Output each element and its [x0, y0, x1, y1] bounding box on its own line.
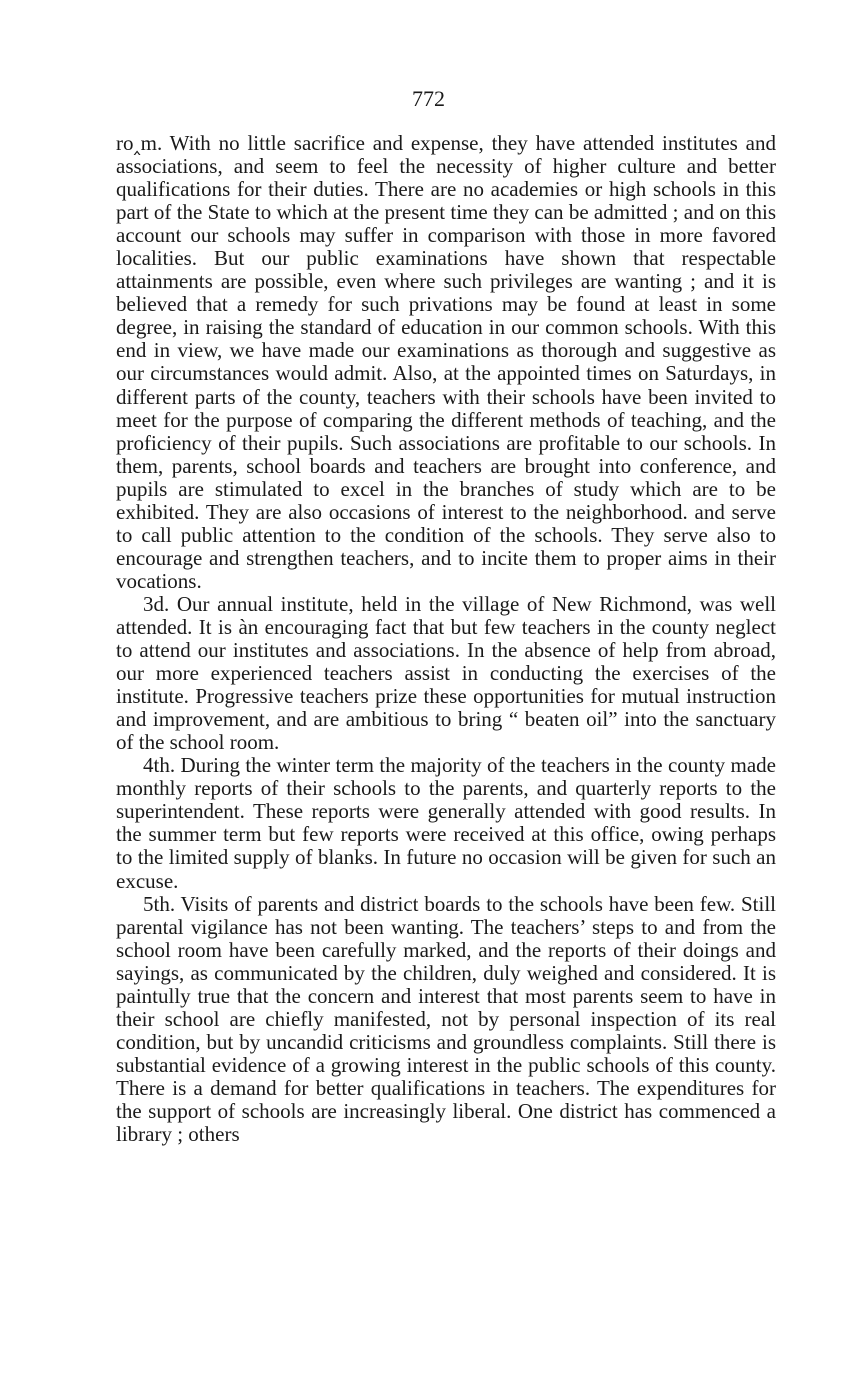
paragraph-fifth-visits: 5th. Visits of parents and district boards to the schools have been few. Still parental vigilance has not been wanting. The teachers’ steps to and from the school room have been carefully marked, and the reports of their doings and sayings, as communicated by the children, duly weighed and considered. It is paintully true that the concern and interest that most parents seem to have in their school are chiefly manifested, not by personal inspection of its real condition, but by uncandid criticisms and groundless complaints. Still there is substantial evidence of a growing interest in the public schools of this county. There is a demand for better qualifications in teachers. The expenditures for the support of schools are increasingly liberal. One district has commenced a library ; others — [116, 891, 776, 1147]
paragraph-continuation: ro‸m. With no little sacrifice and expense, they have attended institutes and associations, and seem to feel the necessity of higher culture and better qualifications for their duties. There are no academies or high schools in this part of the State to which at the present time they can be admitted ; and on this account our schools may suffer in comparison with those in more favored localities. But our public examinations have shown that respectable attainments are possible, even where such privileges are wanting ; and it is believed that a remedy for such privations may be found at least in some degree, in raising the standard of education in our common schools. With this end in view, we have made our examinations as thorough and suggestive as our circumstances would admit. Also, at the appointed times on Saturdays, in different parts of the county, teachers with their schools have been invited to meet for the purpose of comparing the different methods of teaching, and the proficiency of their pupils. Such associations are profitable to our schools. In them, parents, school boards and teachers are brought into conference, and pupils are stimulated to excel in the branches of study which are to be exhibited. They are also occasions of interest to the neighborhood. and serve to call public attention to the condition of the schools. They serve also to encourage and strengthen teachers, and to incite them to proper aims in their vocations. — [116, 131, 776, 593]
page-number: 772 — [412, 86, 445, 111]
body-text — [116, 132, 776, 1146]
paragraph-fourth-reports: 4th. During the winter term the majority of the teachers in the county made monthly reports of their schools to the parents, and quarterly reports to the superintendent. These reports were generally attended with good results. In the summer term but few reports were received at this office, owing perhaps to the limited supply of blanks. In future no occasion will be given for such an excuse. — [116, 753, 776, 893]
paragraph-third-annual-institute: 3d. Our annual institute, held in the village of New Richmond, was well attended. It is àn encouraging fact that but few teachers in the county neglect to attend our institutes and associations. In the absence of help from abroad, our more experienced teachers assist in conducting the exercises of the institute. Progressive teachers prize these opportunities for mutual instruction and improvement, and are ambitious to bring “ beaten oil” into the sanctuary of the school room. — [116, 591, 776, 755]
